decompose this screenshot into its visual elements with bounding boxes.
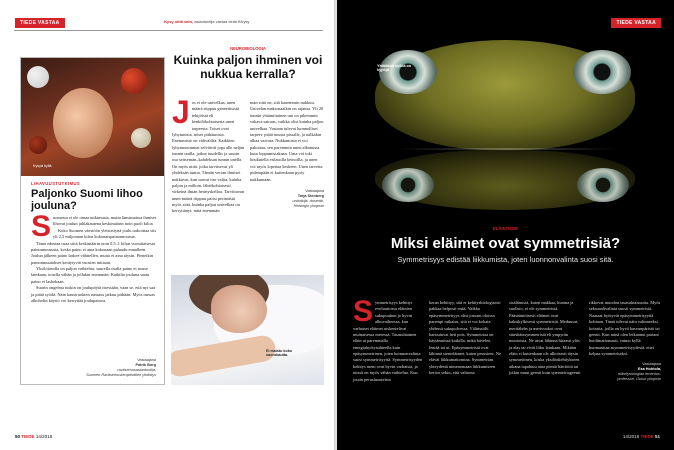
left-footer — [15, 434, 52, 439]
right-col-1 — [353, 295, 423, 383]
sleep-caption: Ei maistu koko vuorokautta. — [266, 349, 293, 358]
article-col-1 — [172, 94, 245, 215]
spread-gutter — [334, 0, 340, 450]
right-sig-label: Vastaajana — [642, 362, 661, 367]
right-col2-text: keran kehittyy, sitä ei kehitysbiologisesti pakkaa helposti enää. Vaikka epäsymmetrisyys olisi jossain oloissa parempi ratkaisu, sitä ei voi kokata yhdessä sukupolvessa. Välimaiilit karsiutuvat heti pois. Symmetriaa on käytännössä kaikilla, mikä kävelee, lentää tai ui. Epäsymmetrisiä ovat lähinnä sienieläimet, kuten pesusieni. Ne elävät liikkumattomina. Symmetrian yhteydestä nimenomaan liikkumiseen kertoo sekin, että valtaosa — [429, 300, 501, 376]
box-signature — [56, 358, 156, 378]
box-sig-role1: ravitsemusasiantuntija, — [117, 368, 156, 373]
right-page — [337, 0, 674, 450]
right-sig-name: Esa Hohtola, — [638, 367, 661, 372]
header-rule — [14, 30, 323, 31]
article-col1-text: os ei ole univelkaa, unen määrä riippuu geneettisistä tekijöistä eli henkilökohtaisesta unen tarpeesta. Toiset ovat lyhytunisia, toiset pitkäunisia. Enemmistö on väliväliltä. Kaikkien lyhytunisimmat selviävät jopa alle neljän tunnin unilla, jotkut tuudellis ja suurin osa seitsemän–kahdeksan tunnin unella. On myös niitä, jotka tarvitsevat yli yhdeksän tuntia. Tämän verran ihmiset nukkuvat, kun saavat itse valita, kuinka paljon ja milloin, lähtökohtaisesti virkeinä ilman herätyskelloa. Tarvittavan unen määrä riippuu paitsi perimästä myös siitä, kuinka paljon univelkaa on kerryttänyt: mitä enemmän — [172, 100, 245, 214]
right-col3-text: sisälämistä, kuten makkaa, hiaima ja suolisto, ei ole symmetrisiä. Pääsääntöisesti eläimet ovat kaksikylkisesti symmetrisiä. Meduusat, meritähdet ja merivuokot ovat säteittäissymmetrisiä eli ympyrän muotoisia. Ne uivat lähinnä hitaasti ylös ja alas tai eivät liiku lainkaan. Mikään eläin ei kuitenkaan ole ulkoisesti täysin symmetrinen, koska yksilönkehitykseen aikana tapahtuu aina pieniä häiriöitä tai jotkin muut geenit kuin symmetriageenit — [509, 300, 581, 376]
frog-left-eye-reflection — [382, 168, 434, 202]
sidebar-box — [20, 57, 165, 385]
header-ask-red: Kysy niitä vain, — [164, 19, 194, 24]
header-ask-line — [164, 19, 249, 24]
article-dropcap: J — [172, 94, 190, 130]
right-footer — [623, 434, 660, 439]
box-kicker: LIHAVUUSTUTKIMUS — [31, 181, 81, 186]
box-body-4: Yksilötasolla on paljon vaihtelua: suurella osalla paino ei nouse lainkaan, toisilla vähän ja jollakin enemmän. Kaikilta jouluna saatu paino ei laskekaan. — [31, 266, 150, 284]
right-subtitle: Symmetrisyys edistää liikkumista, joten luonnonvalinta suosi sitä. — [397, 255, 614, 264]
article-col2-text: män siitä on, sitä kauemmin nukkuu. Univelan maksusaaikin on rajansa. Yli 20 tunnin yhtämittainen uni on pikemmin vakava sairaus, vaikka olisi kuinka paljon univelkaa. Vastaan tulevat luonnolliset tarpeet: pitää nousta pissalle, ja nälkäkin alkaa vaivata. Nukkumista ei voi pakottaa, sen paremmin unen alkamista kuin loppumistakaan. Unta voi toki houkutella erilaisilla keinoilla, ja unen voi myös lopettaa keskeen. Unen tarvetta pidempään ei kuitenkaan pysty nukkumaan. — [250, 100, 324, 182]
christmas-food-photo — [21, 58, 164, 176]
frog-caption: Yhtäläisiä kylkiä on hyjtöjä. — [377, 64, 412, 73]
article-col-2 — [250, 100, 324, 209]
header-ask-text: asiantuntija vastaa tiede.fi/kysy — [193, 19, 250, 24]
section-tab: TIEDE VASTAA — [15, 18, 65, 28]
box-dropcap: S — [31, 210, 52, 243]
photo-caption: Kysyä kyllä. — [33, 164, 53, 168]
box-title: Paljonko Suomi lihoo jouluna? — [31, 188, 143, 213]
frog-photo — [337, 0, 674, 240]
sleeping-woman-photo — [171, 275, 324, 385]
right-col-4 — [589, 300, 661, 382]
right-title: Miksi eläimet ovat symmetrisiä? — [390, 235, 621, 252]
article-sig-role2: Helsingin yliopisto — [293, 203, 324, 208]
plate-icon — [27, 66, 49, 88]
box-body-5: Suurin ongelma tuskin on joulupöytä itsessään, vaan se, että nyt saa ja pitää syödä. Näin kausiruokien runsaus jatkuu pitkään. Myös runsas alkoholin käyttö voi kerryttää joulupainoa. — [31, 285, 156, 303]
box-sig-role2: Suomen Ravitsemusterapeuttien yhdistys — [86, 373, 156, 378]
box-body-1: uomesta ei ole omaa tutkimusta, mutta länsimaissa ihmiset lihovat joulun juhlakautena keskimäärin noin puoli kiloa. — [53, 215, 157, 227]
section-tab: TIEDE VASTAA — [611, 18, 661, 28]
orange-icon — [121, 68, 147, 94]
right-col-2 — [429, 300, 502, 377]
right-col4-text: rikkovat muodon tasasuhtaisuutta. Myös seksuaalivalinta suosii symmetrisiä. Naaraat hyötyvät epäsymmetrisyyttä kohtaan. Tämä tulevat näin valinneeksi koiraita, joilla on hyvä kasvunpäristö tai geenit. Kun minä olen leikannut partani huolimattomasti, vaimo kyllä huomauttaa asymmetrisyydestä, ettei kelpaa symmetriseksi. — [589, 300, 661, 356]
frog-right-eye-reflection — [577, 168, 629, 202]
box-body-2: Koko Suomen väestöön yleistettynä joulu tarkoittaa siis yli 2,5 miljoonan kilon kokonaispainonnousua. — [53, 227, 157, 240]
article-sig-role1: unitutkija, dosentti, — [292, 198, 324, 203]
right-sig-role1: eläinfysiologian emeritus- — [618, 372, 661, 377]
frog-right-eye — [573, 50, 631, 94]
article-sig-name: Tarja Stenberg — [297, 193, 324, 198]
article-kicker: NEUROBIOLOGIA — [230, 46, 266, 51]
left-footer-issue: 14/2018 — [35, 434, 53, 439]
right-col1-text: ymmetrisyys kehittyi evoluutiossa eläinten sukupuuhun jo hyvin alkuvaiheessa, kun varhaiset eläimet uiskentelivat muinaisessa meressä. Tasasuhtainen eläin ui paremmalla energiahyötysuhteella kuin epäsymmetrinen, joten luonnonvalinta suosi symmetrisyyttä. Symmetrisyyden kehitys meni ovat hyvin varhaisia, ja niissä on myös vähän vaihtelua. Kun jotain perusluonteista — [353, 300, 423, 382]
right-col-3 — [509, 300, 582, 377]
right-dropcap: S — [353, 295, 374, 328]
box-sig-label: Vastaajana — [137, 358, 156, 363]
right-signature — [589, 362, 661, 382]
hands-shape — [53, 88, 113, 158]
left-page-number: 50 — [15, 434, 21, 439]
right-footer-issue: 14/2018 — [622, 434, 640, 439]
right-sig-role2: professori, Oulun yliopisto — [617, 377, 661, 382]
water-line — [397, 148, 617, 150]
right-footer-brand: TIEDE — [640, 434, 654, 439]
face-shape — [211, 285, 267, 333]
cookie-icon — [29, 136, 47, 154]
box-sig-name: Patrik Borg — [135, 363, 156, 368]
bowl-icon — [131, 128, 151, 148]
left-footer-brand: TIEDE — [21, 434, 35, 439]
article-heading — [172, 46, 324, 82]
box-body-3: Tämä edustaa osaa siitä keskimäärin noin 0,5–1 kilon vuosittaisesta painonnoususta, koska paino ei aina kokonaan palaudu ennalleen. Joulun jälkeen paino laskee vähitellen, mutta ei aina täysin. Pienetkin painonmuutokset keräytyvät vuosien mittaan. — [31, 240, 155, 265]
right-page-number: 51 — [654, 434, 660, 439]
right-kicker: ELÄINTIEDE — [493, 226, 518, 231]
article-title: Kuinka paljon ihminen voi nukkua kerralla? — [173, 53, 323, 81]
article-sig-label: Vastaajana — [305, 188, 324, 193]
article-signature — [250, 189, 324, 209]
